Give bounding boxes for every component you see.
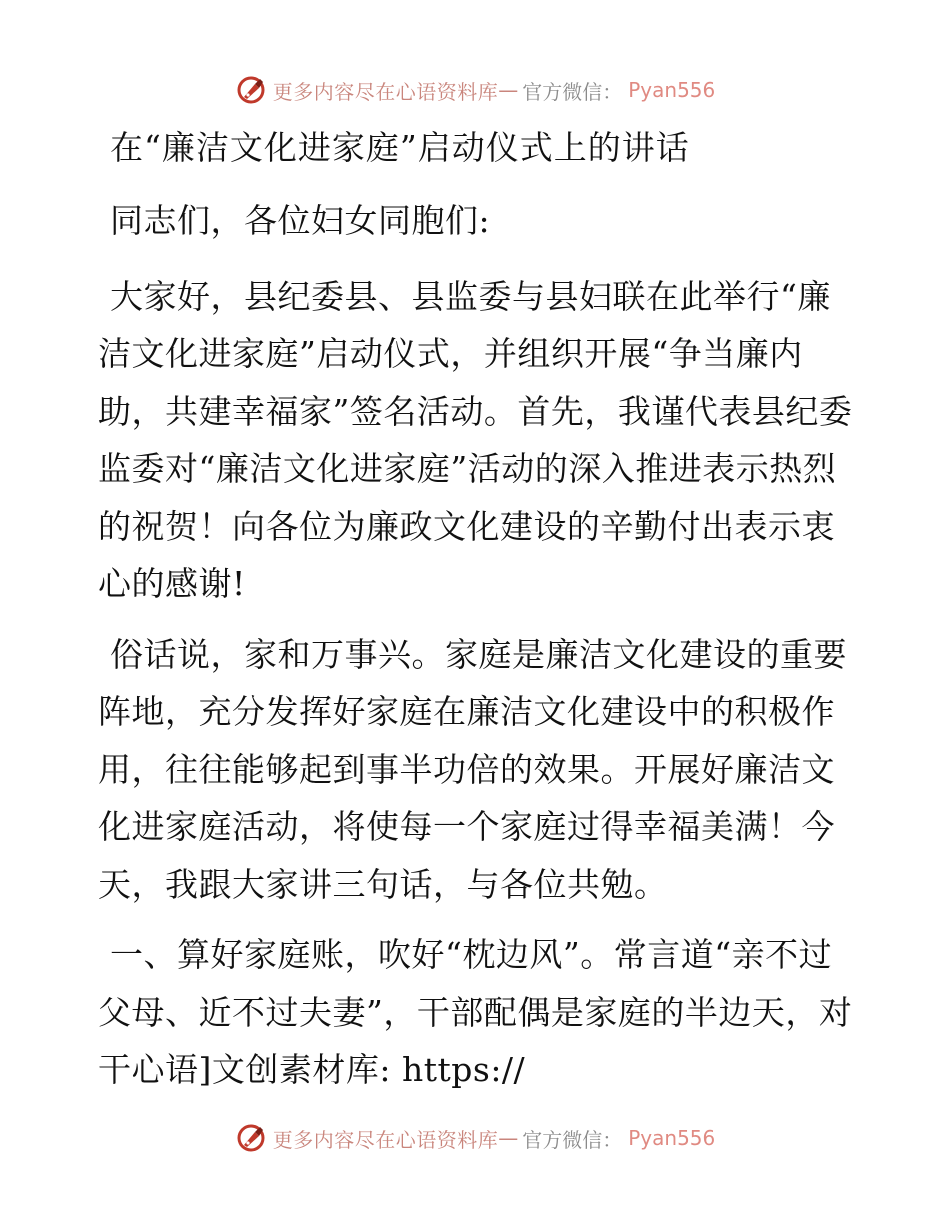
paragraph-opening: 大家好，县纪委县、县监委与县妇联在此举行“廉洁文化进家庭”启动仪式，并组织开展“争当廉内助，共建幸福家”签名活动。首先，我谨代表县纪委监委对“廉洁文化进家庭”活动的深入推进表示热烈的祝贺！向各位为廉政文化建设的辛勤付出表示衷心的感谢! [98,276,853,603]
paragraph-family-harmony: 俗话说，家和万事兴。家庭是廉洁文化建设的重要阵地，充分发挥好家庭在廉洁文化建设中的积极作用，往往能够起到事半功倍的效果。开展好廉洁文化进家庭活动，将使每一个家庭过得幸福美满！今天，我跟大家讲三句话，与各位共勉。 [98,634,847,904]
banner-wechat-label: 官方微信 [522,1127,603,1152]
header-watermark-banner [0,70,950,110]
banner-wechat-id: Pyan556 [628,1126,716,1150]
footer-watermark-banner [0,1118,950,1158]
banner-main-text: 更多内容尽在心语资料库 [272,79,499,104]
banner-colon: ： [602,1127,623,1152]
banner-separator: — [498,1126,519,1150]
banner-wechat-id: Pyan556 [628,78,716,102]
pen-nib-logo-icon [235,74,267,106]
document-body [98,122,858,1112]
banner-main-text: 更多内容尽在心语资料库 [272,1127,499,1152]
salutation: 同志们，各位妇女同胞们: [110,201,491,240]
banner-separator: — [498,78,519,102]
banner-wechat-label: 官方微信 [522,79,603,104]
pen-nib-logo-icon [235,1122,267,1154]
banner-colon: ： [602,79,623,104]
paragraph-point-one: 一、算好家庭账，吹好“枕边风”。常言道“亲不过父母、近不过夫妻”，干部配偶是家庭的半边天，对干心语]文创素材库: https:// [98,935,853,1089]
document-title: 在“廉洁文化进家庭”启动仪式上的讲话 [110,128,690,167]
